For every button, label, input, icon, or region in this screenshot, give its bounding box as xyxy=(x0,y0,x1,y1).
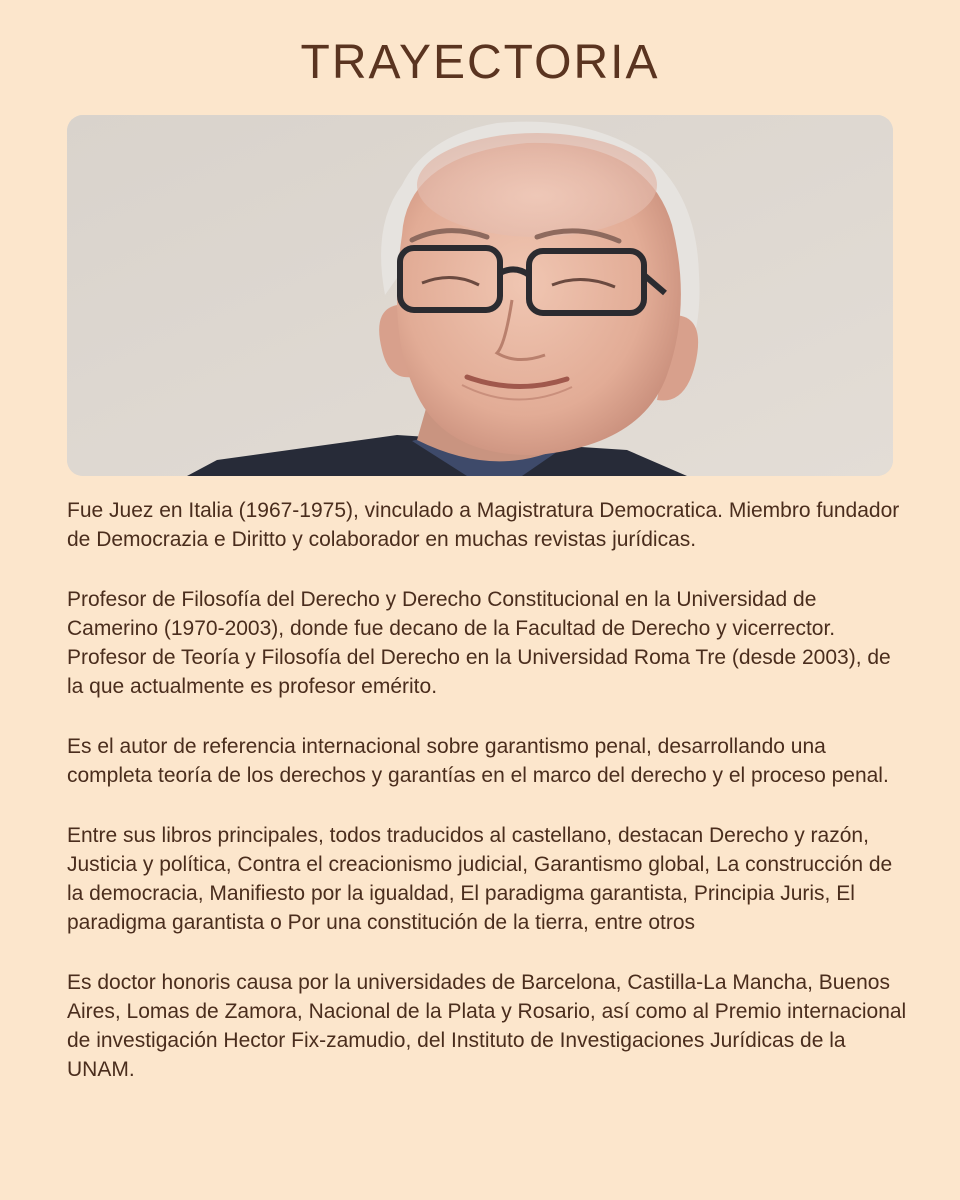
bio-paragraph: Es el autor de referencia internacional sobre garantismo penal, desarrollando una completa teoría de los derechos y garantías en el marco del derecho y el proceso penal. xyxy=(67,735,889,787)
portrait-photo xyxy=(67,115,893,476)
biography xyxy=(67,496,907,1115)
bio-paragraph: Fue Juez en Italia (1967-1975), vinculado a Magistratura Democratica. Miembro fundador de Democrazia e Diritto y colaborador en muchas revistas jurídicas. xyxy=(67,499,900,551)
bio-paragraph: Profesor de Filosofía del Derecho y Derecho Constitucional en la Universidad de Camerino (1970-2003), donde fue decano de la Facultad de Derecho y vicerrector. Profesor de Teoría y Filosofía del Derecho en la Universidad Roma Tre (desde 2003), de la que actualmente es profesor emérito. xyxy=(67,588,891,698)
scalp xyxy=(417,133,657,237)
page-title: TRAYECTORIA xyxy=(300,36,660,89)
bio-paragraph: Es doctor honoris causa por la universidades de Barcelona, Castilla-La Mancha, Buenos Aires, Lomas de Zamora, Nacional de la Plata y Rosario, así como al Premio internacional de investigación Hector Fix-zamudio, del Instituto de Investigaciones Jurídicas de la UNAM. xyxy=(67,971,907,1081)
bio-paragraph: Entre sus libros principales, todos traducidos al castellano, destacan Derecho y razón, Justicia y política, Contra el creacionismo judicial, Garantismo global, La construcción de la democracia, Manifiesto por la igualdad, El paradigma garantista, Principia Juris, El paradigma garantista o Por una constitución de la tierra, entre otros xyxy=(67,824,893,934)
